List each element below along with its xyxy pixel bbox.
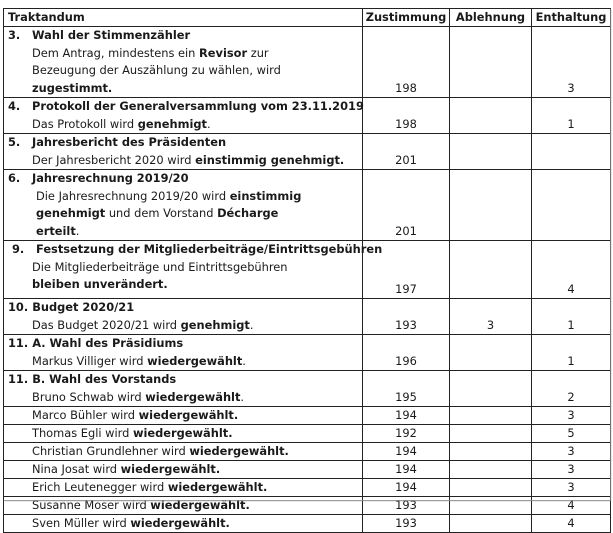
board-member-cell: [4, 515, 363, 533]
resolution-emphasis: Décharge erteilt: [36, 206, 279, 238]
board-member-name: Nina Josat: [32, 462, 90, 476]
resolution-emphasis: wiedergewählt: [167, 480, 264, 494]
vote-abstain-cell: [532, 134, 611, 170]
resolution-emphasis: einstimmig genehmigt.: [195, 152, 345, 167]
resolution-text: Das Protokoll wird: [32, 116, 138, 131]
board-election-row: [4, 515, 611, 533]
vote-abstain-cell: 4: [532, 241, 611, 299]
agenda-item-cell: [4, 241, 383, 299]
agenda-item-cell: [4, 98, 363, 134]
board-member-name: Thomas Egli: [32, 426, 102, 440]
agenda-item-title: [8, 299, 358, 317]
agenda-item-resolution: [8, 188, 306, 241]
agenda-item-heading: Festsetzung der Mitgliederbeiträge/Eintrittsgebühren: [36, 242, 383, 256]
agenda-item-resolution: [8, 353, 358, 371]
vote-abstain-cell: 1: [532, 98, 611, 134]
agenda-item-resolution: [8, 116, 358, 134]
header-zustimmung: Zustimmung: [363, 9, 450, 27]
vote-yes-cell: 193: [363, 299, 450, 335]
resolution-emphasis: wiedergewählt: [147, 353, 243, 368]
resolution-emphasis: genehmigt: [137, 116, 207, 131]
period: .: [225, 516, 230, 530]
agenda-row: [4, 27, 611, 98]
vote-no-cell: [450, 241, 532, 299]
resolution-text: Markus Villiger wird: [32, 353, 148, 368]
agenda-item-heading: Jahresrechnung 2019/20: [32, 171, 189, 185]
vote-yes-cell: 194: [363, 443, 450, 461]
resolution-emphasis: wiedergewählt: [138, 408, 234, 422]
vote-no-cell: [450, 515, 532, 533]
agenda-item-cell: [4, 335, 363, 371]
vote-abstain-cell: 3: [532, 407, 611, 425]
resolution-emphasis: wiedergewählt: [145, 389, 241, 404]
resolution-text: Die Jahresrechnung 2019/20 wird: [36, 188, 230, 203]
board-member-name: Sven Müller: [32, 516, 99, 530]
vote-yes-cell: 198: [363, 98, 450, 134]
agenda-item-resolution: [8, 317, 358, 335]
vote-abstain-cell: 5: [532, 425, 611, 443]
vote-yes-cell: 192: [363, 425, 450, 443]
resolution-text: Die Mitgliederbeiträge und Eintrittsgebühren: [32, 259, 288, 274]
vote-yes-cell: 194: [363, 407, 450, 425]
vote-abstain-cell: 4: [532, 497, 611, 515]
board-member-cell: [4, 479, 363, 497]
agenda-item-cell: [4, 134, 363, 170]
vote-abstain-cell: 2: [532, 371, 611, 407]
agenda-row: [4, 241, 611, 299]
header-ablehnung: Ablehnung: [450, 9, 532, 27]
board-election-row: [4, 443, 611, 461]
agenda-item-number: 11.: [8, 336, 29, 350]
board-member-name: Erich Leutenegger: [32, 480, 137, 494]
vote-no-cell: [450, 335, 532, 371]
agenda-item-title: [8, 170, 358, 188]
resolution-text: .: [75, 223, 80, 238]
agenda-item-heading: Budget 2020/21: [32, 300, 135, 314]
agenda-item-title: [8, 371, 358, 389]
resolution-text: wird: [101, 426, 133, 440]
period: .: [233, 408, 239, 422]
board-member-cell: [4, 425, 363, 443]
agenda-item-number: 3.: [8, 28, 21, 42]
vote-no-cell: [450, 479, 532, 497]
agenda-row: [4, 170, 611, 241]
resolution-text: wird: [157, 444, 190, 458]
resolution-text: Dem Antrag, mindestens ein: [32, 45, 200, 60]
resolution-text: Der Jahresbericht 2020 wird: [32, 152, 196, 167]
agenda-item-title: [8, 27, 358, 45]
agenda-item-resolution: [8, 152, 358, 170]
board-election-row: [4, 425, 611, 443]
agenda-item-number: 4.: [8, 99, 21, 113]
board-member-cell: [4, 443, 363, 461]
resolution-text: wird: [89, 462, 121, 476]
board-member-name: Susanne Moser: [32, 498, 119, 512]
vote-abstain-cell: 3: [532, 461, 611, 479]
vote-no-cell: [450, 443, 532, 461]
resolution-text: .: [240, 389, 245, 404]
vote-yes-cell: 193: [363, 497, 450, 515]
resolution-text: zur Bezeugung der Auszählung zu wählen, wird: [32, 45, 281, 77]
vote-abstain-cell: 1: [532, 335, 611, 371]
agenda-item-cell: [4, 170, 363, 241]
resolution-text: wird: [118, 498, 151, 512]
agenda-item-resolution: [8, 45, 332, 98]
agenda-item-resolution: [8, 259, 322, 294]
agenda-item-heading: Wahl der Stimmenzähler: [32, 28, 191, 42]
period: .: [228, 426, 233, 440]
resolution-text: .: [249, 317, 254, 332]
vote-yes-cell: 197: [363, 241, 450, 299]
resolution-text: .: [206, 116, 211, 131]
resolution-emphasis: genehmigt: [180, 317, 250, 332]
vote-no-cell: [450, 371, 532, 407]
agenda-item-number: 9.: [12, 242, 25, 256]
resolution-emphasis: wiedergewählt: [132, 426, 229, 440]
vote-no-cell: [450, 27, 532, 98]
resolution-emphasis: Revisor: [199, 45, 248, 60]
resolution-text: und dem Vorstand: [105, 206, 218, 220]
board-election-row: [4, 461, 611, 479]
resolution-emphasis: wiedergewählt: [150, 498, 246, 512]
board-member-cell: [4, 461, 363, 479]
board-election-row: [4, 407, 611, 425]
agenda-item-heading: Jahresbericht des Präsidenten: [32, 135, 227, 149]
resolution-emphasis: einstimmig genehmigt: [36, 188, 302, 220]
resolution-text: wird: [107, 408, 139, 422]
agenda-row: [4, 134, 611, 170]
resolution-emphasis: zugestimmt.: [32, 80, 113, 95]
vote-yes-cell: 198: [363, 27, 450, 98]
vote-yes-cell: 194: [363, 479, 450, 497]
agenda-row: [4, 371, 611, 407]
agenda-item-number: 11.: [8, 372, 29, 386]
agenda-item-resolution: [8, 389, 358, 407]
vote-yes-cell: 201: [363, 134, 450, 170]
vote-yes-cell: 193: [363, 515, 450, 533]
vote-no-cell: [450, 461, 532, 479]
vote-yes-cell: 195: [363, 371, 450, 407]
agenda-item-heading: B. Wahl des Vorstands: [32, 372, 177, 386]
agenda-item-heading: A. Wahl des Präsidiums: [32, 336, 184, 350]
vote-yes-cell: 194: [363, 461, 450, 479]
agenda-row: [4, 299, 611, 335]
agenda-item-cell: [4, 371, 363, 407]
vote-abstain-cell: 1: [532, 299, 611, 335]
period: .: [284, 444, 289, 458]
vote-yes-cell: 201: [363, 170, 450, 241]
vote-no-cell: [450, 407, 532, 425]
agenda-item-number: 10.: [8, 300, 29, 314]
resolution-text: Das Budget 2020/21 wird: [32, 317, 181, 332]
agenda-item-cell: [4, 27, 363, 98]
agenda-row: [4, 98, 611, 134]
agenda-item-title: [8, 241, 383, 259]
header-enthaltung: Enthaltung: [532, 9, 611, 27]
vote-abstain-cell: 4: [532, 515, 611, 533]
header-row: [4, 9, 611, 27]
vote-no-cell: [450, 425, 532, 443]
resolution-text: wird: [98, 516, 131, 530]
resolution-emphasis: bleiben unverändert.: [32, 277, 168, 291]
agenda-item-heading: Protokoll der Generalversammlung vom 23.11.2019: [32, 99, 364, 113]
vote-no-cell: [450, 134, 532, 170]
resolution-emphasis: wiedergewählt: [130, 516, 226, 530]
agenda-item-number: 5.: [8, 135, 21, 149]
board-election-row: [4, 479, 611, 497]
vote-no-cell: 3: [450, 299, 532, 335]
period: .: [215, 462, 221, 476]
agenda-item-number: 6.: [8, 171, 21, 185]
agenda-row: [4, 335, 611, 371]
period: .: [245, 498, 250, 512]
vote-no-cell: [450, 170, 532, 241]
agenda-item-title: [8, 98, 364, 116]
resolution-emphasis: wiedergewählt: [189, 444, 285, 458]
board-member-cell: [4, 407, 363, 425]
board-member-name: Christian Grundlehner: [32, 444, 158, 458]
vote-yes-cell: 196: [363, 335, 450, 371]
agenda-item-title: [8, 134, 358, 152]
board-member-name: Marco Bühler: [32, 408, 108, 422]
resolution-text: Bruno Schwab wird: [32, 389, 146, 404]
period: .: [263, 480, 268, 494]
vote-abstain-cell: 3: [532, 27, 611, 98]
resolution-emphasis: wiedergewählt: [120, 462, 216, 476]
header-traktandum: Traktandum: [4, 9, 363, 27]
agenda-item-cell: [4, 299, 363, 335]
resolution-text: wird: [136, 480, 168, 494]
voting-results-table: [3, 8, 611, 533]
vote-abstain-cell: 3: [532, 443, 611, 461]
agenda-item-title: [8, 335, 358, 353]
vote-abstain-cell: 3: [532, 479, 611, 497]
vote-no-cell: [450, 98, 532, 134]
resolution-text: .: [242, 353, 246, 368]
vote-abstain-cell: [532, 170, 611, 241]
